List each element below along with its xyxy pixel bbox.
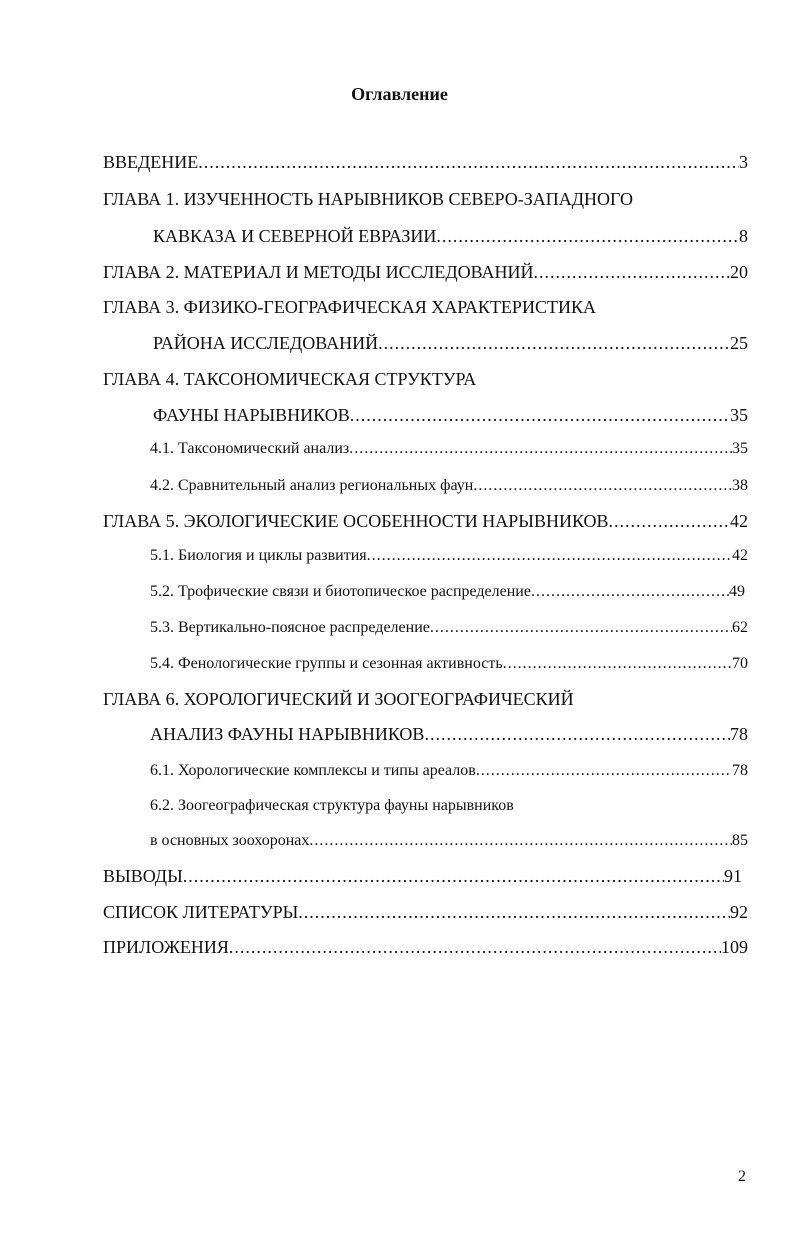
toc-entry-chapter-6-cont[interactable] bbox=[150, 724, 748, 745]
page-number: 2 bbox=[738, 1168, 746, 1185]
toc-entry-label: ФАУНЫ НАРЫВНИКОВ bbox=[153, 405, 350, 425]
toc-entry-label: ГЛАВА 5. ЭКОЛОГИЧЕСКИЕ ОСОБЕННОСТИ НАРЫВНИКОВ bbox=[103, 511, 609, 531]
toc-entry-page: 78 bbox=[732, 762, 748, 779]
toc-entry-chapter-3-cont[interactable] bbox=[153, 333, 748, 354]
toc-entry-label: 6.2. Зоогеографическая структура фауны нарывников bbox=[150, 797, 514, 814]
toc-entry-label: ГЛАВА 1. ИЗУЧЕННОСТЬ НАРЫВНИКОВ СЕВЕРО-ЗАПАДНОГО bbox=[103, 189, 633, 209]
toc-entry-label: 6.1. Хорологические комплексы и типы ареалов bbox=[150, 762, 476, 779]
dot-leader bbox=[609, 511, 730, 532]
toc-entry-page: 109 bbox=[721, 937, 748, 957]
toc-entry-label: 5.4. Фенологические группы и сезонная активность bbox=[150, 655, 503, 672]
dot-leader bbox=[503, 655, 732, 673]
dot-leader bbox=[349, 440, 732, 458]
toc-entry-appendices[interactable] bbox=[103, 937, 748, 958]
toc-entry-label: 5.3. Вертикально-поясное распределение bbox=[150, 619, 430, 636]
toc-entry-label: СПИСОК ЛИТЕРАТУРЫ bbox=[103, 902, 299, 922]
dot-leader bbox=[476, 762, 732, 780]
dot-leader bbox=[229, 937, 721, 958]
dot-leader bbox=[531, 583, 729, 601]
dot-leader bbox=[350, 405, 730, 426]
toc-entry-5-4[interactable] bbox=[150, 655, 748, 673]
dot-leader bbox=[473, 477, 732, 495]
dot-leader bbox=[436, 226, 739, 247]
toc-entry-chapter-1-cont[interactable] bbox=[153, 226, 748, 247]
toc-entry-label: ПРИЛОЖЕНИЯ bbox=[103, 937, 229, 957]
dot-leader bbox=[198, 152, 739, 173]
dot-leader bbox=[309, 832, 732, 850]
dot-leader bbox=[298, 902, 730, 923]
toc-entry-label: 4.2. Сравнительный анализ региональных фаун bbox=[150, 477, 474, 494]
toc-entry-6-2-cont[interactable] bbox=[150, 832, 748, 850]
toc-entry-5-1[interactable] bbox=[150, 547, 748, 565]
toc-entry-label: ГЛАВА 6. ХОРОЛОГИЧЕСКИЙ И ЗООГЕОГРАФИЧЕСКИЙ bbox=[103, 689, 574, 709]
toc-entry-label: ВВЕДЕНИЕ bbox=[103, 152, 199, 172]
toc-entry-page: 42 bbox=[730, 511, 748, 531]
toc-entry-chapter-4-cont[interactable] bbox=[153, 405, 748, 426]
toc-entry-chapter-1[interactable] bbox=[103, 189, 748, 210]
toc-entry-6-1[interactable] bbox=[150, 762, 748, 780]
toc-entry-label: 4.1. Таксономический анализ bbox=[150, 440, 350, 457]
toc-entry-chapter-6[interactable] bbox=[103, 689, 748, 710]
toc-entry-page: 62 bbox=[732, 619, 748, 636]
toc-entry-references[interactable] bbox=[103, 902, 748, 923]
toc-entry-label: РАЙОНА ИССЛЕДОВАНИЙ bbox=[153, 333, 379, 353]
toc-entry-5-2[interactable] bbox=[150, 583, 745, 601]
toc-entry-page: 35 bbox=[730, 405, 748, 425]
toc-entry-label: 5.1. Биология и циклы развития bbox=[150, 547, 367, 564]
toc-entry-introduction[interactable] bbox=[103, 152, 748, 173]
toc-entry-4-2[interactable] bbox=[150, 477, 748, 495]
toc-entry-page: 42 bbox=[732, 547, 748, 564]
toc-entry-page: 8 bbox=[739, 226, 748, 246]
toc-entry-label: КАВКАЗА И СЕВЕРНОЙ ЕВРАЗИИ bbox=[153, 226, 437, 246]
toc-entry-label: ГЛАВА 2. МАТЕРИАЛ И МЕТОДЫ ИССЛЕДОВАНИЙ bbox=[103, 262, 534, 282]
toc-entry-page: 85 bbox=[732, 832, 748, 849]
dot-leader bbox=[534, 262, 730, 283]
dot-leader bbox=[378, 333, 730, 354]
toc-entry-page: 91 bbox=[724, 866, 742, 886]
toc-entry-page: 92 bbox=[730, 902, 748, 922]
dot-leader bbox=[430, 619, 732, 637]
toc-entry-page: 35 bbox=[732, 440, 748, 457]
toc-entry-6-2[interactable] bbox=[150, 797, 748, 815]
toc-entry-chapter-2[interactable] bbox=[103, 262, 748, 283]
toc-entry-label: ГЛАВА 4. ТАКСОНОМИЧЕСКАЯ СТРУКТУРА bbox=[103, 369, 477, 389]
toc-entry-page: 70 bbox=[732, 655, 748, 672]
dot-leader bbox=[424, 724, 730, 745]
toc-entry-page: 38 bbox=[732, 477, 748, 494]
dot-leader bbox=[367, 547, 732, 565]
toc-entry-label: 5.2. Трофические связи и биотопическое распределение bbox=[150, 583, 531, 600]
toc-entry-5-3[interactable] bbox=[150, 619, 748, 637]
toc-entry-label: ВЫВОДЫ bbox=[103, 866, 183, 886]
toc-entry-label: ГЛАВА 3. ФИЗИКО-ГЕОГРАФИЧЕСКАЯ ХАРАКТЕРИСТИКА bbox=[103, 297, 596, 317]
toc-entry-conclusions[interactable] bbox=[103, 866, 742, 887]
toc-entry-page: 3 bbox=[739, 152, 748, 172]
toc-entry-4-1[interactable] bbox=[150, 440, 748, 458]
toc-entry-page: 20 bbox=[730, 262, 748, 282]
toc-entry-page: 25 bbox=[730, 333, 748, 353]
toc-entry-chapter-4[interactable] bbox=[103, 369, 748, 390]
dot-leader bbox=[183, 866, 724, 887]
toc-entry-chapter-5[interactable] bbox=[103, 511, 748, 532]
toc-entry-label: в основных зоохоронах bbox=[150, 832, 310, 849]
toc-entry-chapter-3[interactable] bbox=[103, 297, 748, 318]
toc-entry-label: АНАЛИЗ ФАУНЫ НАРЫВНИКОВ bbox=[150, 724, 425, 744]
page-title: Оглавление bbox=[351, 84, 448, 104]
toc-entry-page: 78 bbox=[730, 724, 748, 744]
toc-entry-page: 49 bbox=[729, 583, 745, 600]
